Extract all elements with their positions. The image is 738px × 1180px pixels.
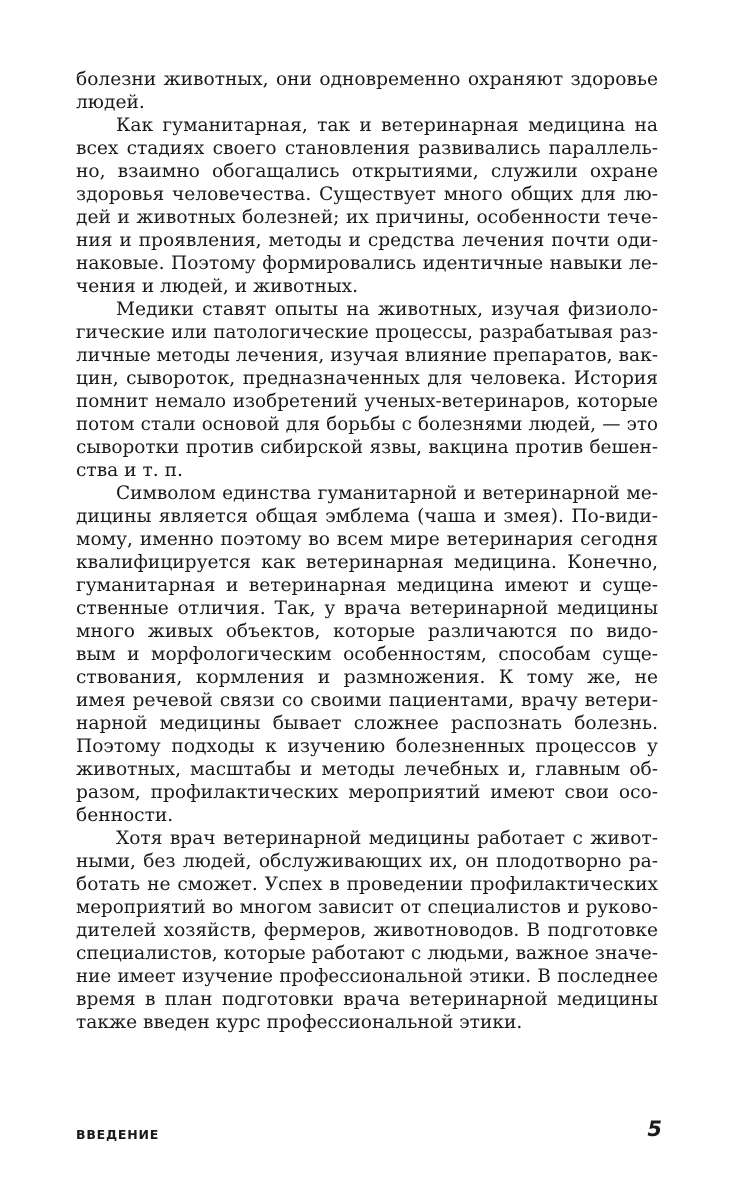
- text-line: личные методы лечения, изучая влияние препаратов, вак-: [76, 345, 658, 366]
- text-line: ственные отличия. Так, у врача ветеринарной медицины: [76, 598, 658, 619]
- text-line: Поэтому подходы к изучению болезненных процессов у: [76, 736, 658, 757]
- text-line: ствования, кормления и размножения. К тому же, не: [76, 667, 658, 688]
- paragraph: [76, 298, 658, 482]
- text-line: гические или патологические процессы, разрабатывая раз-: [76, 322, 658, 343]
- text-line: также введен курс профессиональной этики.: [76, 1012, 523, 1033]
- text-line: потом стали основой для борьбы с болезнями людей, — это: [76, 414, 658, 435]
- paragraph: [76, 827, 658, 1034]
- text-line: здоровья человечества. Существует много общих для лю-: [76, 184, 658, 205]
- text-line: нарной медицины бывает сложнее распознать болезнь.: [76, 713, 658, 734]
- text-line: ния и проявления, методы и средства лечения почти оди-: [76, 230, 658, 251]
- text-line: цин, сывороток, предназначенных для человека. История: [76, 368, 658, 389]
- text-line: Как гуманитарная, так и ветеринарная медицина на: [116, 115, 658, 136]
- text-line: сыворотки против сибирской язвы, вакцина против бешен-: [76, 437, 658, 458]
- paragraph: [76, 482, 658, 827]
- text-line: вым и морфологическим особенностям, способам суще-: [76, 644, 658, 665]
- text-line: но, взаимно обогащались открытиями, служили охране: [76, 161, 658, 182]
- text-line: специалистов, которые работают с людьми, важное значе-: [76, 943, 658, 964]
- text-line: дицины является общая эмблема (чаша и змея). По-види-: [76, 506, 658, 527]
- text-line: животных, масштабы и методы лечебных и, главным об-: [76, 759, 658, 780]
- text-line: болезни животных, они одновременно охраняют здоровье: [76, 69, 658, 90]
- text-line: Символом единства гуманитарной и ветеринарной ме-: [116, 483, 658, 504]
- text-line: помнит немало изобретений ученых-ветеринаров, которые: [76, 391, 658, 412]
- text-line: много живых объектов, которые различаются по видо-: [76, 621, 658, 642]
- text-line: мероприятий во многом зависит от специалистов и руково-: [76, 897, 658, 918]
- text-line: людей.: [76, 92, 145, 113]
- text-line: квалифицируется как ветеринарная медицина. Конечно,: [76, 552, 658, 573]
- text-line: ными, без людей, обслуживающих их, он плодотворно ра-: [76, 851, 658, 872]
- paragraph: [76, 114, 658, 298]
- text-line: время в план подготовки врача ветеринарной медицины: [76, 989, 658, 1010]
- text-line: ботать не сможет. Успех в проведении профилактических: [76, 874, 658, 895]
- text-line: ние имеет изучение профессиональной этики. В последнее: [76, 966, 658, 987]
- text-line: разом, профилактических мероприятий имеют свои осо-: [76, 782, 658, 803]
- page-number: 5: [647, 1117, 662, 1141]
- text-line: Медики ставят опыты на животных, изучая физиоло-: [116, 299, 658, 320]
- text-line: мому, именно поэтому во всем мире ветеринария сегодня: [76, 529, 658, 550]
- text-line: имея речевой связи со своими пациентами, врачу ветери-: [76, 690, 658, 711]
- text-line: чения и людей, и животных.: [76, 276, 359, 297]
- text-line: бенности.: [76, 805, 174, 826]
- text-line: Хотя врач ветеринарной медицины работает с живот-: [116, 828, 658, 849]
- text-line: дителей хозяйств, фермеров, животноводов. В подготовке: [76, 920, 658, 941]
- running-footer-section-title: ВВЕДЕНИЕ: [76, 1127, 160, 1142]
- text-line: дей и животных болезней; их причины, особенности тече-: [76, 207, 658, 228]
- text-line: ства и т. п.: [76, 460, 183, 481]
- page-body: [76, 68, 658, 1034]
- paragraph: [76, 68, 658, 114]
- text-line: гуманитарная и ветеринарная медицина имеют и суще-: [76, 575, 658, 596]
- text-line: наковые. Поэтому формировались идентичные навыки ле-: [76, 253, 658, 274]
- text-line: всех стадиях своего становления развивались параллель-: [76, 138, 658, 159]
